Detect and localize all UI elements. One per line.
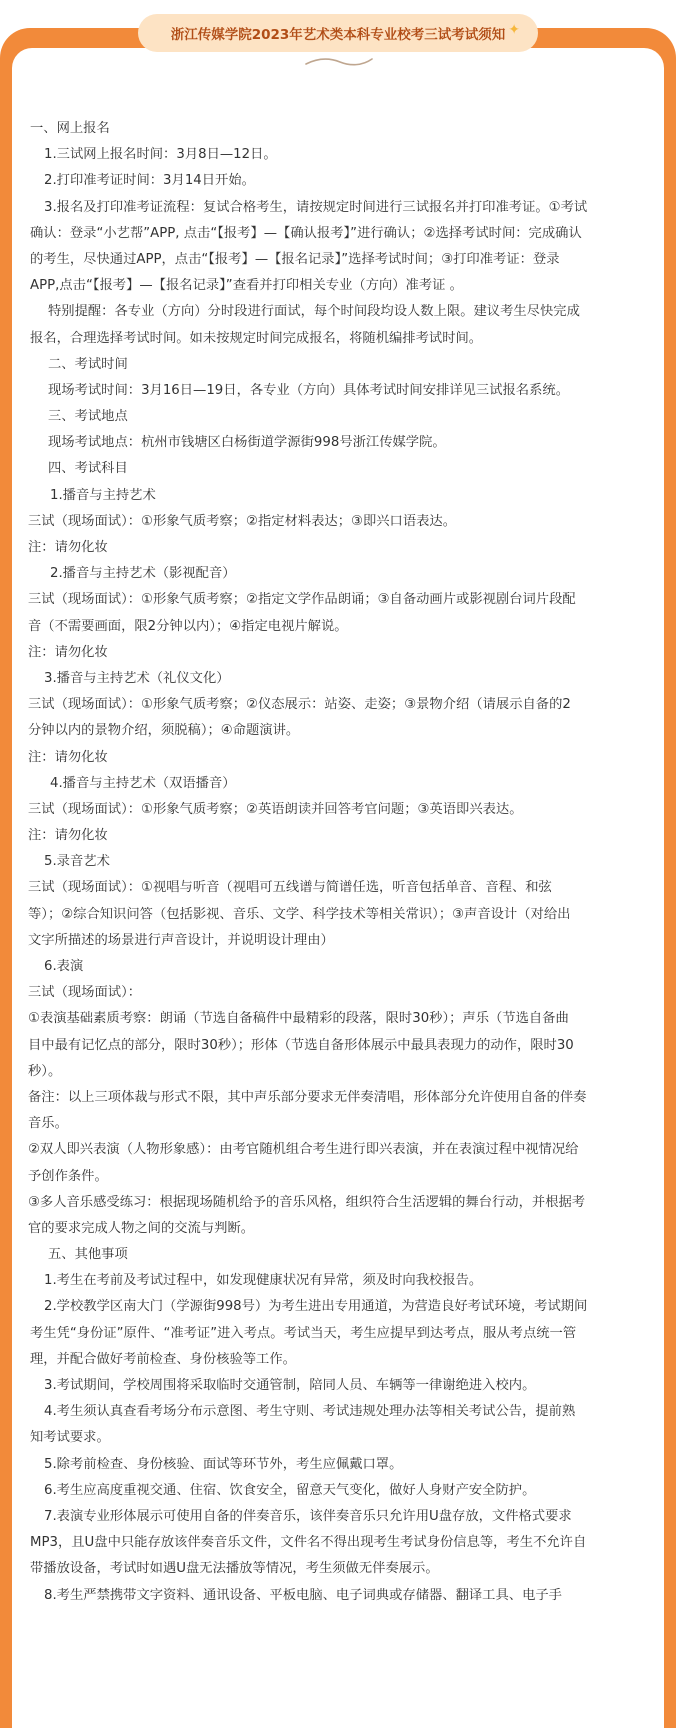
text-line: 秒）。 bbox=[28, 1063, 62, 1079]
subject-heading: 4.播音与主持艺术（双语播音） bbox=[50, 775, 236, 791]
text-line: 4.考生须认真查看考场分布示意图、考生守则、考试违规处理办法等相关考试公告，提前熟 bbox=[44, 1404, 576, 1420]
subject-heading: 6.表演 bbox=[44, 959, 84, 974]
text-line: 现场考试时间：3月16日—19日，各专业（方向）具体考试时间安排详见三试报名系统。 bbox=[48, 382, 569, 398]
text-line: 三试（现场面试）：①形象气质考察；②指定文学作品朗诵；③自备动画片或影视剧台词片段配 bbox=[28, 592, 576, 608]
text-line: 7.表演专业形体展示可使用自备的伴奏音乐，该伴奏音乐只允许用U盘存放，文件格式要求 bbox=[44, 1508, 572, 1524]
text-line: 5.除考前检查、身份核验、面试等环节外，考生应佩戴口罩。 bbox=[44, 1456, 403, 1472]
title-badge bbox=[138, 14, 538, 52]
text-line: 官的要求完成人物之间的交流与判断。 bbox=[28, 1220, 255, 1236]
text-line: 音乐。 bbox=[28, 1116, 68, 1132]
text-line: 三试（现场面试）： bbox=[28, 985, 142, 1001]
section-heading-1: 一、网上报名 bbox=[30, 121, 110, 136]
text-line: 报名，合理选择考试时间。如未按规定时间完成报名，将随机编排考试时间。 bbox=[30, 330, 483, 346]
text-line: 等）；②综合知识问答（包括影视、音乐、文学、科学技术等相关常识）；③声音设计（对给出 bbox=[28, 906, 571, 922]
text-line: 三试（现场面试）：①视唱与听音（视唱可五线谱与简谱任选，听音包括单音、音程、和弦 bbox=[28, 880, 552, 896]
section-heading-4: 四、考试科目 bbox=[48, 461, 128, 477]
text-line: 现场考试地点：杭州市钱塘区白杨街道学源街998号浙江传媒学院。 bbox=[48, 435, 446, 451]
text-line: 予创作条件。 bbox=[28, 1168, 108, 1184]
text-line: ①表演基础素质考察：朗诵（节选自备稿件中最精彩的段落，限时30秒）；声乐（节选自备曲 bbox=[28, 1011, 569, 1027]
text-line: 三试（现场面试）：①形象气质考察；②指定材料表达；③即兴口语表达。 bbox=[28, 513, 457, 529]
text-line: MP3，且U盘中只能存放该伴奏音乐文件，文件名不得出现考生考试身份信息等，考生不允许自 bbox=[30, 1535, 587, 1551]
text-line: 带播放设备，考试时如遇U盘无法播放等情况，考生须做无伴奏展示。 bbox=[30, 1561, 439, 1577]
text-line: 2.学校教学区南大门（学源街998号）为考生进出专用通道，为营造良好考试环境，考试期间 bbox=[44, 1299, 588, 1315]
text-line: 知考试要求。 bbox=[30, 1430, 110, 1446]
text-line: 3.报名及打印准考证流程：复试合格考生，请按规定时间进行三试报名并打印准考证。①考试 bbox=[44, 199, 588, 215]
text-line: 分钟以内的景物介绍，须脱稿）；④命题演讲。 bbox=[28, 723, 300, 739]
text-line: ②双人即兴表演（人物形象感）：由考官随机组合考生进行即兴表演，并在表演过程中视情况给 bbox=[28, 1142, 579, 1158]
text-line: 8.考生严禁携带文字资料、通讯设备、平板电脑、电子词典或存储器、翻译工具、电子手 bbox=[44, 1587, 562, 1603]
notice-content bbox=[30, 116, 646, 1609]
text-line: 理，并配合做好考前检查、身份核验等工作。 bbox=[30, 1351, 296, 1367]
text-line: 确认：登录“小艺帮”APP, 点击“【报考】—【确认报考】”进行确认；②选择考试时间：完成确认 bbox=[30, 225, 582, 241]
text-line: 文字所描述的场景进行声音设计，并说明设计理由） bbox=[28, 932, 334, 948]
squiggle-divider-icon bbox=[304, 55, 374, 69]
section-heading-2: 二、考试时间 bbox=[48, 356, 128, 372]
note-line: 注：请勿化妆 bbox=[28, 749, 108, 765]
text-line: 6.考生应高度重视交通、住宿、饮食安全，留意天气变化，做好人身财产安全防护。 bbox=[44, 1482, 536, 1498]
subject-heading: 3.播音与主持艺术（礼仪文化） bbox=[44, 670, 230, 686]
text-line: 1.考生在考前及考试过程中，如发现健康状况有异常，须及时向我校报告。 bbox=[44, 1273, 483, 1289]
text-line: 特别提醒：各专业（方向）分时段进行面试，每个时间段均设人数上限。建议考生尽快完成 bbox=[48, 304, 580, 320]
section-heading-3: 三、考试地点 bbox=[48, 409, 128, 425]
text-line: 的考生，尽快通过APP，点击“【报考】—【报名记录】”选择考试时间；③打印准考证：登录 bbox=[30, 251, 560, 267]
subject-heading: 2.播音与主持艺术（影视配音） bbox=[50, 566, 236, 582]
text-line: 目中最有记忆点的部分，限时30秒）；形体（节选自备形体展示中最具表现力的动作，限时30 bbox=[28, 1037, 574, 1053]
subject-heading: 1.播音与主持艺术 bbox=[50, 487, 156, 503]
text-line: 三试（现场面试）：①形象气质考察；②仪态展示：站姿、走姿；③景物介绍（请展示自备的2 bbox=[28, 697, 571, 713]
text-line: 2.打印准考证时间：3月14日开始。 bbox=[44, 173, 255, 189]
text-line: 3.考试期间，学校周围将采取临时交通管制，陪同人员、车辆等一律谢绝进入校内。 bbox=[44, 1378, 536, 1393]
sparkle-icon: ✦ bbox=[508, 22, 520, 38]
text-line: 考生凭“身份证”原件、“准考证”进入考点。考试当天，考生应提早到达考点，服从考点统一管 bbox=[30, 1325, 577, 1341]
text-line: ③多人音乐感受练习：根据现场随机给予的音乐风格，组织符合生活逻辑的舞台行动，并根据考 bbox=[28, 1194, 586, 1210]
text-line: 三试（现场面试）：①形象气质考察；②英语朗读并回答考官问题；③英语即兴表达。 bbox=[28, 801, 523, 817]
page-title: 浙江传媒学院2023年艺术类本科专业校考三试考试须知 bbox=[170, 27, 506, 43]
section-heading-5: 五、其他事项 bbox=[48, 1247, 128, 1263]
text-line: 音（不需要画面，限2分钟以内）；④指定电视片解说。 bbox=[28, 618, 348, 634]
note-line: 注：请勿化妆 bbox=[28, 540, 108, 555]
text-line: 1.三试网上报名时间：3月8日—12日。 bbox=[44, 147, 277, 163]
subject-heading: 5.录音艺术 bbox=[44, 854, 110, 870]
note-line: 注：请勿化妆 bbox=[28, 828, 108, 844]
note-line: 注：请勿化妆 bbox=[28, 644, 108, 660]
text-line: APP,点击“【报考】—【报名记录】”查看并打印相关专业（方向）准考证 。 bbox=[30, 278, 463, 294]
text-line: 备注：以上三项体裁与形式不限，其中声乐部分要求无伴奏清唱，形体部分允许使用自备的伴奏 bbox=[28, 1089, 587, 1105]
